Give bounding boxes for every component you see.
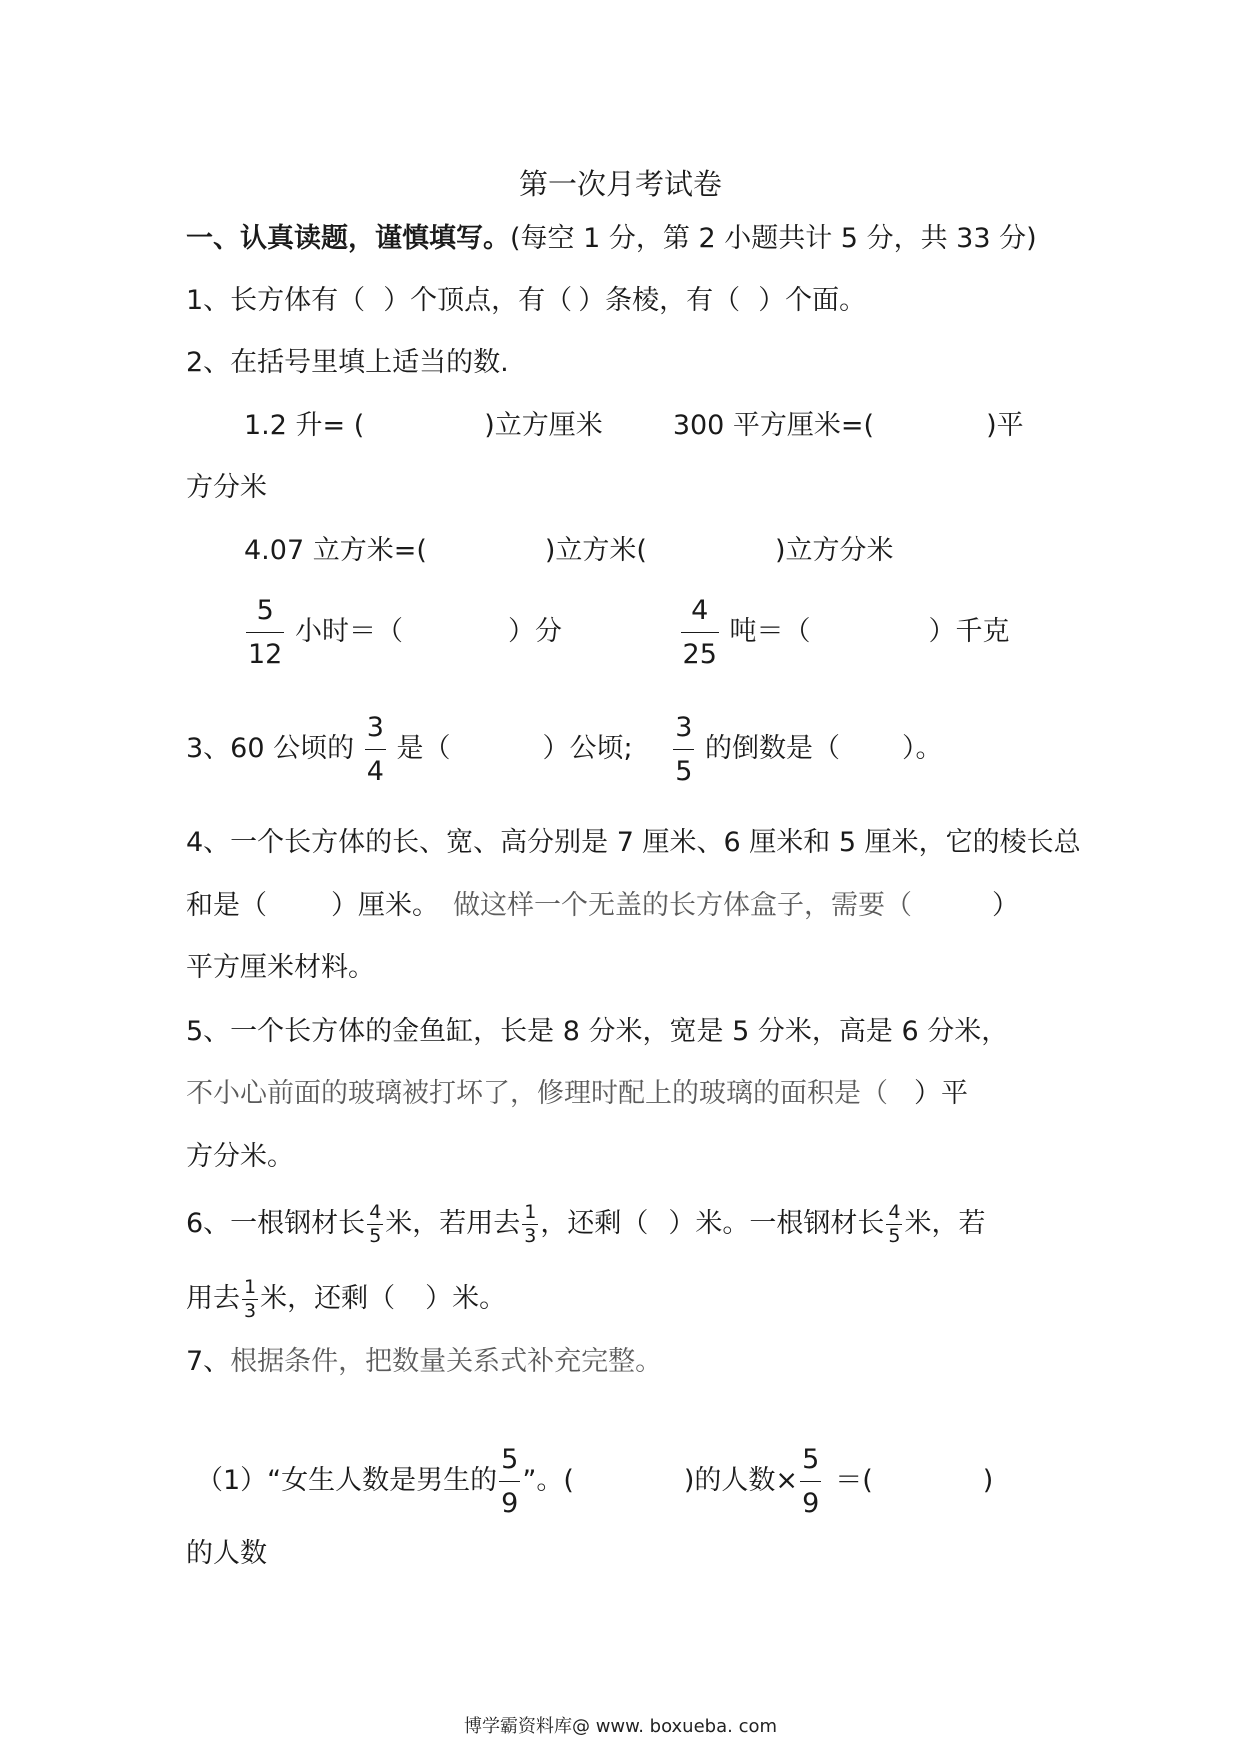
q7-s1-b: ”。( — [522, 1465, 574, 1496]
q2-l3-d: ）千克 — [928, 616, 1010, 647]
fraction-5-9: $\frac{5}{9}$ — [501, 1444, 519, 1519]
fraction-4-25: $\frac{4}{25}$ — [682, 595, 717, 670]
question-2-line-1-cont: 方分米 — [186, 472, 267, 503]
question-4-line-3: 平方厘米材料。 — [186, 952, 375, 983]
fraction-3-5: $\frac{3}{5}$ — [675, 712, 693, 787]
q6-text-b: 米，若用去 — [385, 1208, 521, 1239]
q2-l3-c: 吨＝（ — [729, 616, 811, 647]
question-2-line-2 — [244, 535, 893, 567]
q3-text-e: ）。 — [901, 733, 943, 764]
q3-text-a: 3、60 公顷的 — [186, 733, 355, 764]
q1-text-c: ）条棱，有（ — [578, 285, 741, 316]
q7-intro-a: 7、 — [186, 1346, 231, 1377]
q6-text-a: 6、一根钢材长 — [186, 1208, 366, 1239]
q7-s1-e: ) — [982, 1465, 994, 1496]
question-4-line-1: 4、一个长方体的长、宽、高分别是 7 厘米、6 厘米和 5 厘米，它的棱长总 — [186, 827, 1081, 858]
question-7-sub-1 — [196, 1446, 993, 1517]
section-scoring-note: (每空 1 分，第 2 小题共计 5 分，共 33 分) — [510, 223, 1037, 254]
q4-l2-c: 做这样一个无盖的长方体盒子，需要（ — [453, 890, 912, 921]
question-1 — [186, 285, 866, 317]
q2-l1-d: )平 — [986, 410, 1024, 441]
q7-s1-c: )的人数× — [683, 1465, 799, 1496]
q7-s1-d: ＝( — [835, 1465, 873, 1496]
question-5-line-2 — [186, 1078, 968, 1110]
q6-text-h: ）米。 — [425, 1283, 507, 1314]
question-7-sub-1-cont: 的人数 — [186, 1538, 267, 1569]
question-4-line-2 — [186, 890, 1019, 922]
q4-l2-d: ） — [992, 890, 1019, 921]
q3-text-d: 的倒数是（ — [704, 733, 840, 764]
q3-text-c: ）公顷; — [542, 733, 633, 764]
fraction-1-3-second: $\frac{1}{3}$ — [244, 1276, 257, 1322]
fraction-5-9-second: $\frac{5}{9}$ — [802, 1444, 820, 1519]
fraction-1-3: $\frac{1}{3}$ — [524, 1201, 537, 1247]
q6-text-f: 用去 — [186, 1283, 240, 1314]
fraction-5-12: $\frac{5}{12}$ — [248, 595, 283, 670]
q6-text-d: ）米。一根钢材长 — [668, 1208, 885, 1239]
q5-l2-b: ）平 — [914, 1078, 968, 1109]
q2-l2-b: )立方米( — [544, 535, 647, 566]
question-5-line-1: 5、一个长方体的金鱼缸，长是 8 分米，宽是 5 分米，高是 6 分米， — [186, 1016, 1009, 1047]
q4-l2-b: ）厘米。 — [331, 890, 439, 921]
question-7-intro — [186, 1346, 662, 1378]
fraction-4-5: $\frac{4}{5}$ — [369, 1201, 382, 1247]
fraction-3-4: $\frac{3}{4}$ — [366, 712, 384, 787]
footer-watermark: 博学霸资料库@ www. boxueba. com — [463, 1716, 778, 1737]
q6-text-g: 米，还剩（ — [260, 1283, 396, 1314]
q2-l1-b: )立方厘米 — [484, 410, 603, 441]
section-heading-text: 一、认真读题，谨慎填写。 — [186, 223, 510, 254]
question-2-line-3 — [244, 597, 1010, 668]
q2-l2-a: 4.07 立方米=( — [244, 535, 427, 566]
q1-text-d: ）个面。 — [758, 285, 867, 316]
q6-text-e: 米，若 — [904, 1208, 986, 1239]
q3-text-b: 是（ — [396, 733, 451, 764]
q6-text-c: ，还剩（ — [540, 1208, 649, 1239]
q1-text-b: ）个顶点，有（ — [383, 285, 573, 316]
fraction-4-5-second: $\frac{4}{5}$ — [888, 1201, 901, 1247]
q2-l3-b: ）分 — [507, 616, 562, 647]
question-2-line-1 — [244, 410, 1024, 442]
q2-l1-a: 1.2 升= ( — [244, 410, 365, 441]
q7-intro-b: 根据条件，把数量关系式补充完整。 — [230, 1346, 663, 1377]
q2-l1-c: 300 平方厘米=( — [672, 410, 875, 441]
question-6-line-2 — [186, 1278, 506, 1321]
question-5-line-3: 方分米。 — [186, 1141, 294, 1172]
q7-s1-a: （1）“女生人数是男生的 — [196, 1465, 498, 1496]
question-3 — [186, 714, 942, 785]
q5-l2-a: 不小心前面的玻璃被打坏了，修理时配上的玻璃的面积是（ — [186, 1078, 888, 1109]
page-title: 第一次月考试卷 — [518, 167, 722, 201]
question-6-line-1 — [186, 1203, 985, 1246]
q2-l2-c: )立方分米 — [774, 535, 894, 566]
q4-l2-a: 和是（ — [186, 890, 267, 921]
section-heading — [186, 223, 1037, 255]
q1-text-a: 1、长方体有（ — [186, 285, 366, 316]
question-2-intro: 2、在括号里填上适当的数. — [186, 347, 509, 378]
q2-l3-a: 小时＝（ — [294, 616, 403, 647]
